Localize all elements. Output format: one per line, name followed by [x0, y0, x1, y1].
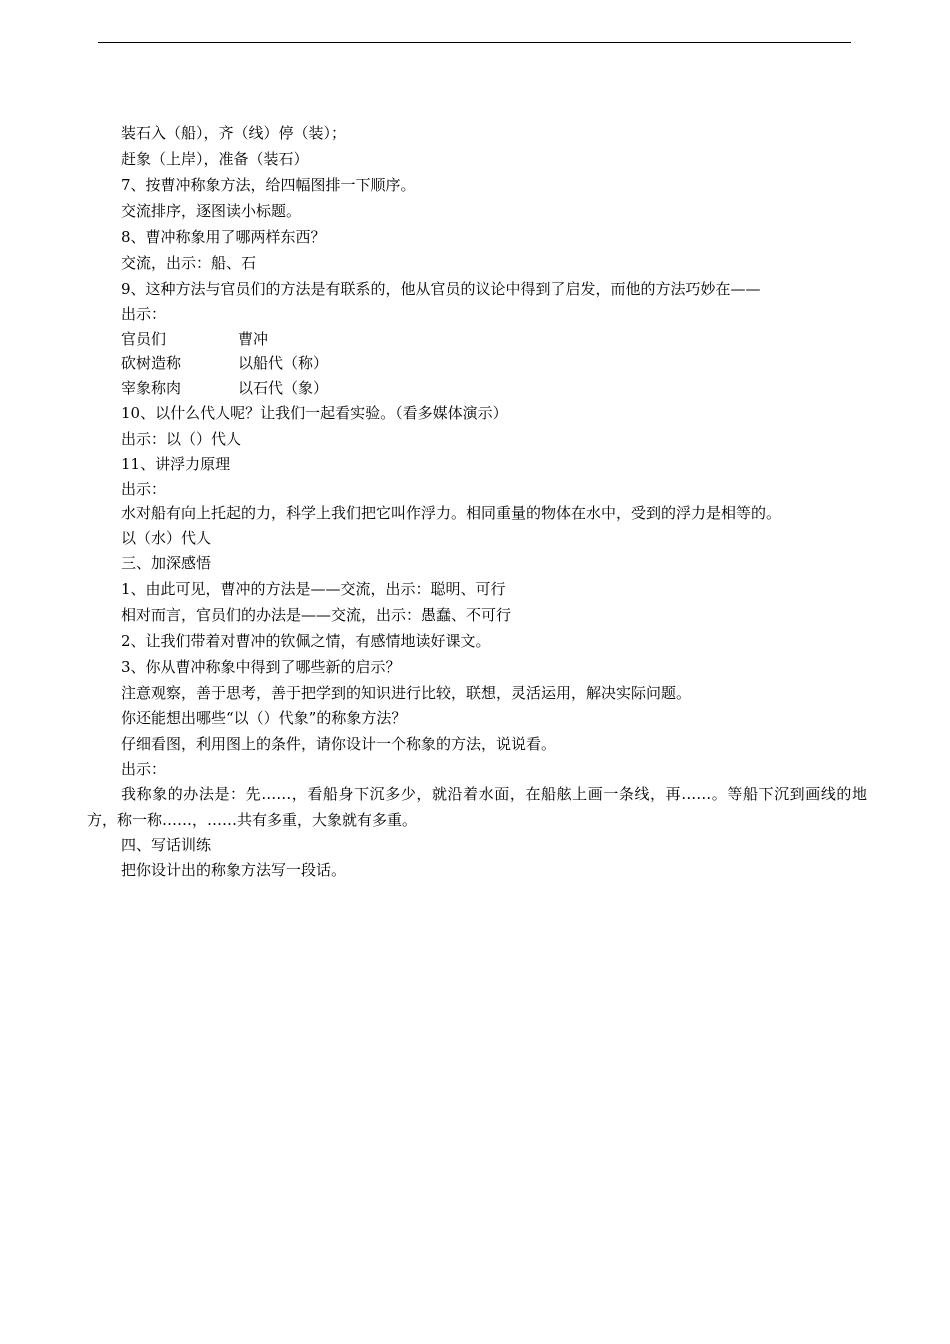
comparison-left: 宰象称肉	[121, 378, 182, 397]
text-line: 装石入（船），齐（线）停（装）；	[121, 124, 347, 142]
text-line: 赶象（上岸），准备（装石）	[121, 150, 309, 168]
text-line: 11、讲浮力原理	[121, 455, 231, 473]
text-line: 把你设计出的称象方法写一段话。	[121, 860, 347, 879]
comparison-row	[0, 327, 950, 352]
comparison-right: 以石代（象）	[238, 378, 329, 397]
text-line: 交流排序，逐图读小标题。	[121, 202, 302, 220]
text-line: 3、你从曹冲称象中得到了哪些新的启示？	[121, 658, 401, 676]
comparison-left: 官员们	[121, 329, 167, 348]
text-line: 7、按曹冲称象方法，给四幅图排一下顺序。	[121, 176, 416, 194]
example-paragraph: 我称象的办法是：先……，看船身下沉多少，就沿着水面，在船舷上画一条线，再……。等船下沉到画线的地方，称一称……，……共有多重，大象就有多重。	[87, 785, 867, 829]
text-line: 8、曹冲称象用了哪两样东西？	[121, 228, 326, 246]
text-line: 10、以什么代人呢？让我们一起看实验。（看多媒体演示）	[121, 404, 508, 422]
header-rule	[98, 42, 851, 43]
comparison-row	[0, 376, 950, 401]
text-line: 9、这种方法与官员们的方法是有联系的，他从官员的议论中得到了启发，而他的方法巧妙在——	[121, 280, 761, 298]
comparison-right: 以船代（称）	[238, 354, 329, 372]
text-line: 1、由此可见，曹冲的方法是——交流，出示：聪明、可行	[121, 580, 506, 598]
text-line: 交流，出示：船、石	[121, 254, 257, 272]
comparison-left: 砍树造称	[121, 354, 182, 372]
document-body	[0, 120, 950, 882]
text-line: 以（水）代人	[121, 528, 212, 547]
text-line: 注意观察，善于思考，善于把学到的知识进行比较，联想，灵活运用，解决实际问题。	[121, 684, 692, 702]
text-line: 出示：	[121, 759, 167, 778]
comparison-row	[0, 351, 950, 376]
text-line: 出示：	[121, 479, 167, 498]
text-line: 水对船有向上托起的力，科学上我们把它叫作浮力。相同重量的物体在水中，受到的浮力是相等的。	[121, 504, 782, 522]
text-line: 出示：	[121, 305, 167, 323]
comparison-right: 曹冲	[238, 329, 269, 348]
section-heading: 四、写话训练	[121, 836, 212, 854]
text-line: 2、让我们带着对曹冲的钦佩之情，有感情地读好课文。	[121, 632, 491, 650]
text-line: 出示：以（）代人	[121, 430, 242, 448]
text-line: 你还能想出哪些“以（）代象”的称象方法？	[121, 709, 407, 727]
section-heading: 三、加深感悟	[121, 554, 212, 572]
text-line: 相对而言，官员们的办法是——交流，出示：愚蠢、不可行	[121, 606, 512, 624]
text-line: 仔细看图，利用图上的条件，请你设计一个称象的方法，说说看。	[121, 734, 557, 753]
